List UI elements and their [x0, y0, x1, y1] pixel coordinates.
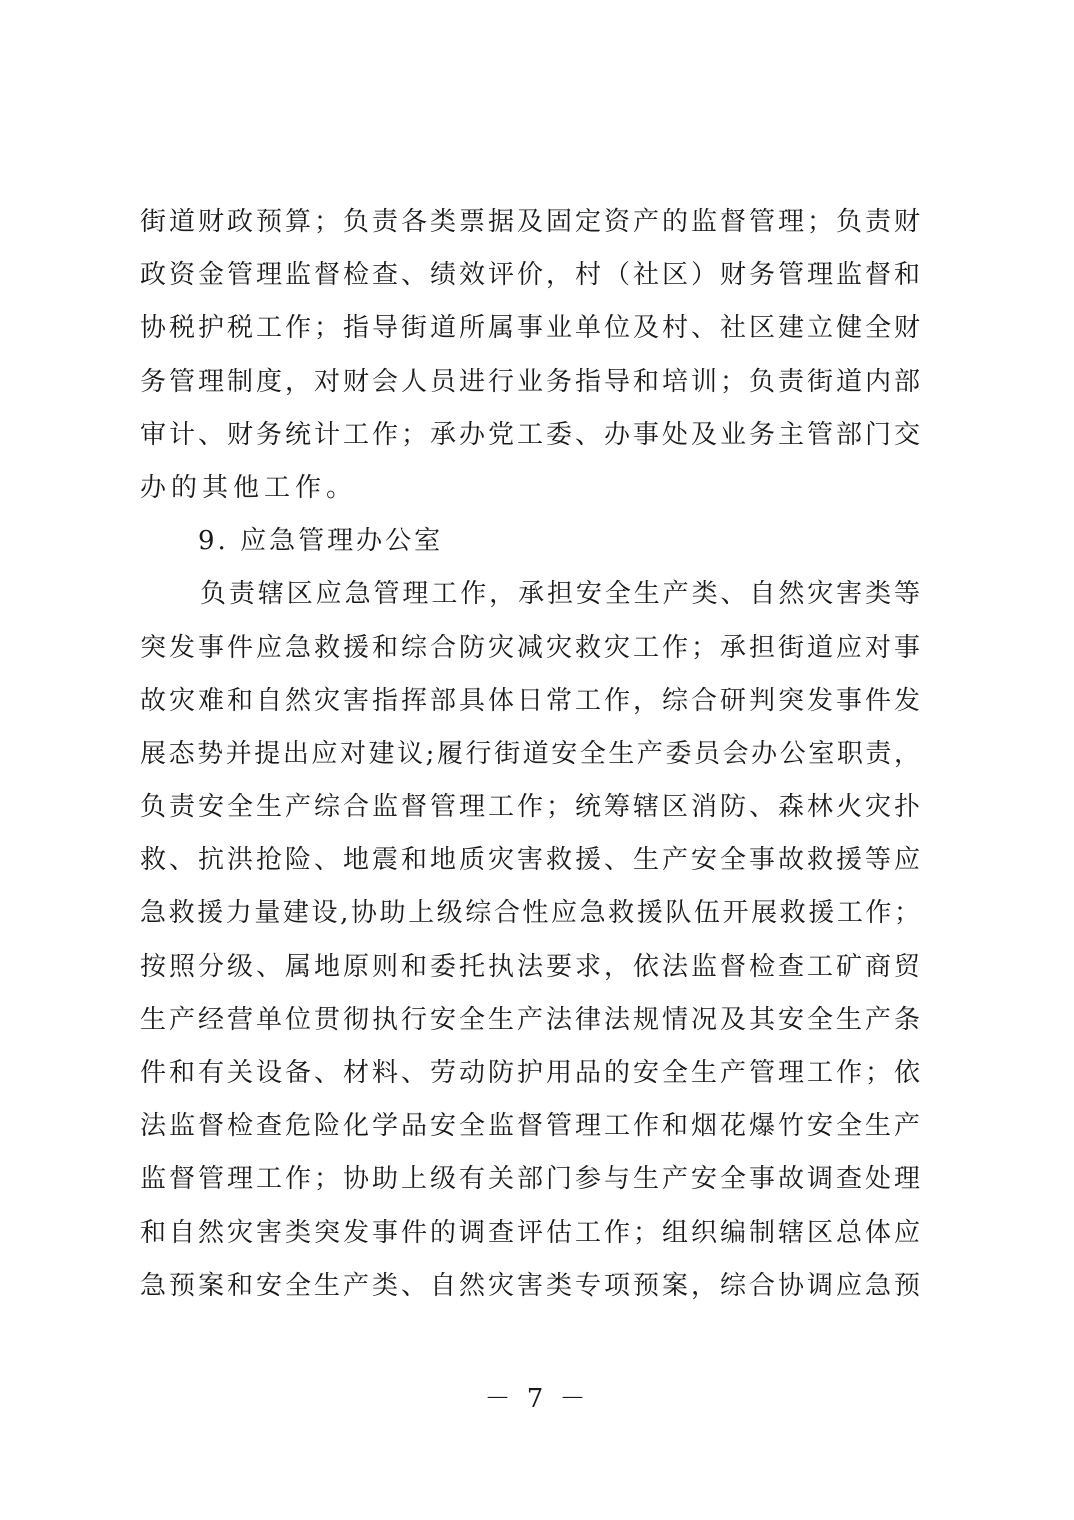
paragraph-line: 务管理制度，对财会人员进行业务指导和培训；负责街道内部 — [140, 366, 920, 397]
section-heading: 9. 应急管理办公室 — [198, 526, 444, 557]
paragraph-line: 生产经营单位贯彻执行安全生产法律法规情况及其安全生产条 — [140, 1004, 920, 1035]
paragraph-line: 展态势并提出应对建议;履行街道安全生产委员会办公室职责， — [140, 738, 920, 769]
paragraph-line: 按照分级、属地原则和委托执法要求，依法监督检查工矿商贸 — [140, 951, 920, 982]
paragraph-line: 负责安全生产综合监督管理工作；统筹辖区消防、森林火灾扑 — [140, 792, 920, 823]
paragraph-line-end: 办的其他工作。 — [140, 472, 358, 503]
page-number: － 7 － — [484, 1384, 590, 1414]
paragraph-line: 急救援力量建设,协助上级综合性应急救援队伍开展救援工作； — [140, 898, 920, 929]
paragraph-line: 救、抗洪抢险、地震和地质灾害救援、生产安全事故救援等应 — [140, 845, 920, 876]
paragraph-line: 法监督检查危险化学品安全监督管理工作和烟花爆竹安全生产 — [140, 1111, 920, 1142]
paragraph-line: 政资金管理监督检查、绩效评价，村（社区）财务管理监督和 — [140, 260, 920, 291]
paragraph-line-first: 负责辖区应急管理工作，承担安全生产类、自然灾害类等 — [200, 579, 920, 610]
paragraph-line: 和自然灾害类突发事件的调查评估工作；组织编制辖区总体应 — [140, 1217, 920, 1248]
paragraph-line: 故灾难和自然灾害指挥部具体日常工作，综合研判突发事件发 — [140, 685, 920, 716]
paragraph-line: 协税护税工作；指导街道所属事业单位及村、社区建立健全财 — [140, 313, 920, 344]
paragraph-line: 审计、财务统计工作；承办党工委、办事处及业务主管部门交 — [140, 419, 920, 450]
paragraph-line: 急预案和安全生产类、自然灾害类专项预案，综合协调应急预 — [140, 1270, 920, 1301]
paragraph-line: 件和有关设备、材料、劳动防护用品的安全生产管理工作；依 — [140, 1058, 920, 1088]
paragraph-line: 监督管理工作；协助上级有关部门参与生产安全事故调查处理 — [140, 1164, 920, 1195]
paragraph-line: 突发事件应急救援和综合防灾减灾救灾工作；承担街道应对事 — [140, 632, 920, 663]
body-text — [140, 196, 920, 1313]
paragraph-line: 街道财政预算；负责各类票据及固定资产的监督管理；负责财 — [140, 207, 920, 237]
